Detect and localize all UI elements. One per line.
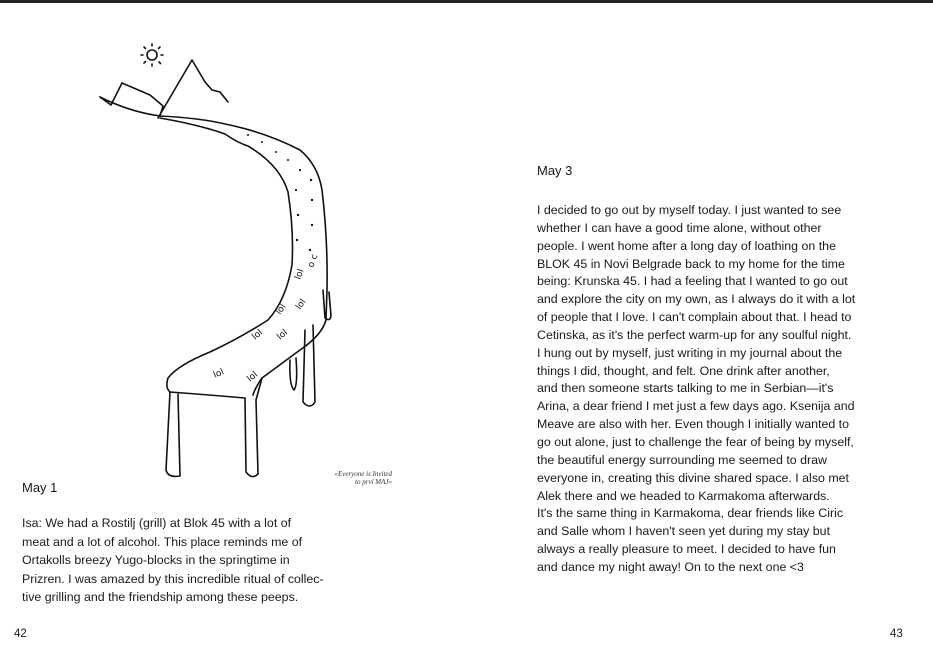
hill bbox=[100, 83, 163, 116]
text-line: Meave are also with her. Even though I initially wanted to bbox=[537, 417, 850, 432]
drip-2 bbox=[303, 325, 315, 406]
text-line: Alek there and we headed to Karmakoma afterwards. bbox=[537, 488, 830, 503]
text-line: Isa: We had a Rostilj (grill) at Blok 45 with a lot of bbox=[22, 516, 292, 530]
text-line: Cetinska, as it's the perfect warm-up for any soulful night. bbox=[537, 327, 852, 342]
text-line: tive grilling and the friendship among these peeps. bbox=[22, 590, 299, 605]
text-line: people. I went home after a long day of loathing on the bbox=[537, 238, 836, 253]
text-line: the beautiful energy surrounding me seemed to draw bbox=[537, 452, 827, 467]
sun-icon bbox=[141, 44, 163, 66]
svg-text:lol: lol bbox=[212, 367, 226, 381]
text-line: It's the same thing in Karmakoma, dear friends like Ciric bbox=[537, 506, 844, 521]
svg-text:lol: lol bbox=[275, 327, 290, 343]
text-line: and then someone starts talking to me in Serbian—it's bbox=[537, 381, 834, 396]
road-inner bbox=[160, 118, 293, 398]
page-number: 43 bbox=[890, 628, 903, 640]
svg-text:lol: lol bbox=[245, 369, 260, 385]
text-line: I decided to go out by myself today. I just wanted to see bbox=[537, 203, 842, 217]
text-line: BLOK 45 in Novi Belgrade back to my home for the time bbox=[537, 256, 845, 271]
svg-text:o c: o c bbox=[306, 253, 321, 270]
text-line: things I did, thought, and felt. One drink after another, bbox=[537, 363, 830, 378]
svg-text:lol: lol bbox=[274, 302, 289, 317]
text-line: always a really pleasure to meet. I decided to have fun bbox=[537, 542, 836, 557]
illustration-caption bbox=[296, 470, 392, 486]
svg-text:lol: lol bbox=[294, 297, 309, 312]
entry-date: May 1 bbox=[22, 480, 58, 495]
text-line: and explore the city on my own, as I always do it with a lot bbox=[537, 292, 856, 307]
drip-1 bbox=[290, 358, 297, 390]
table-leg-left bbox=[166, 392, 180, 476]
entry-date: May 3 bbox=[537, 163, 573, 178]
text-line: Arina, a dear friend I met just a few days ago. Ksenija and bbox=[537, 399, 855, 414]
text-line: Prizren. I was amazed by this incredible ritual of collec- bbox=[22, 571, 324, 586]
entry-paragraph bbox=[22, 514, 324, 607]
caption-line: «Everyone is Invited bbox=[334, 470, 392, 478]
svg-text:lol: lol bbox=[293, 267, 307, 282]
text-line: being: Krunska 45. I had a feeling that I wanted to go out bbox=[537, 274, 848, 289]
mountain bbox=[158, 60, 228, 118]
text-line: meat and a lot of alcohol. This place reminds me of bbox=[22, 534, 303, 549]
text-line: and Salle whom I haven't seen yet during my stay but bbox=[537, 524, 831, 539]
text-line: of people that I love. I can't complain about that. I head to bbox=[537, 310, 852, 325]
entry-paragraph bbox=[537, 202, 855, 577]
svg-text:lol: lol bbox=[250, 327, 265, 343]
text-line: everyone in, creating this divine shared space. I also met bbox=[537, 470, 849, 485]
text-line: I hung out by myself, just writing in my journal about the bbox=[537, 345, 843, 360]
text-line: and dance my night away! On to the next one <3 bbox=[537, 559, 804, 574]
text-line: go out alone, just to challenge the fear of being by myself, bbox=[537, 434, 854, 449]
page-number: 42 bbox=[14, 628, 27, 640]
text-line: whether I can have a good time alone, without other bbox=[537, 220, 822, 235]
text-line: Ortakolls breezy Yugo-blocks in the springtime in bbox=[22, 553, 290, 568]
caption-line: to prvi MAJ» bbox=[355, 478, 392, 486]
